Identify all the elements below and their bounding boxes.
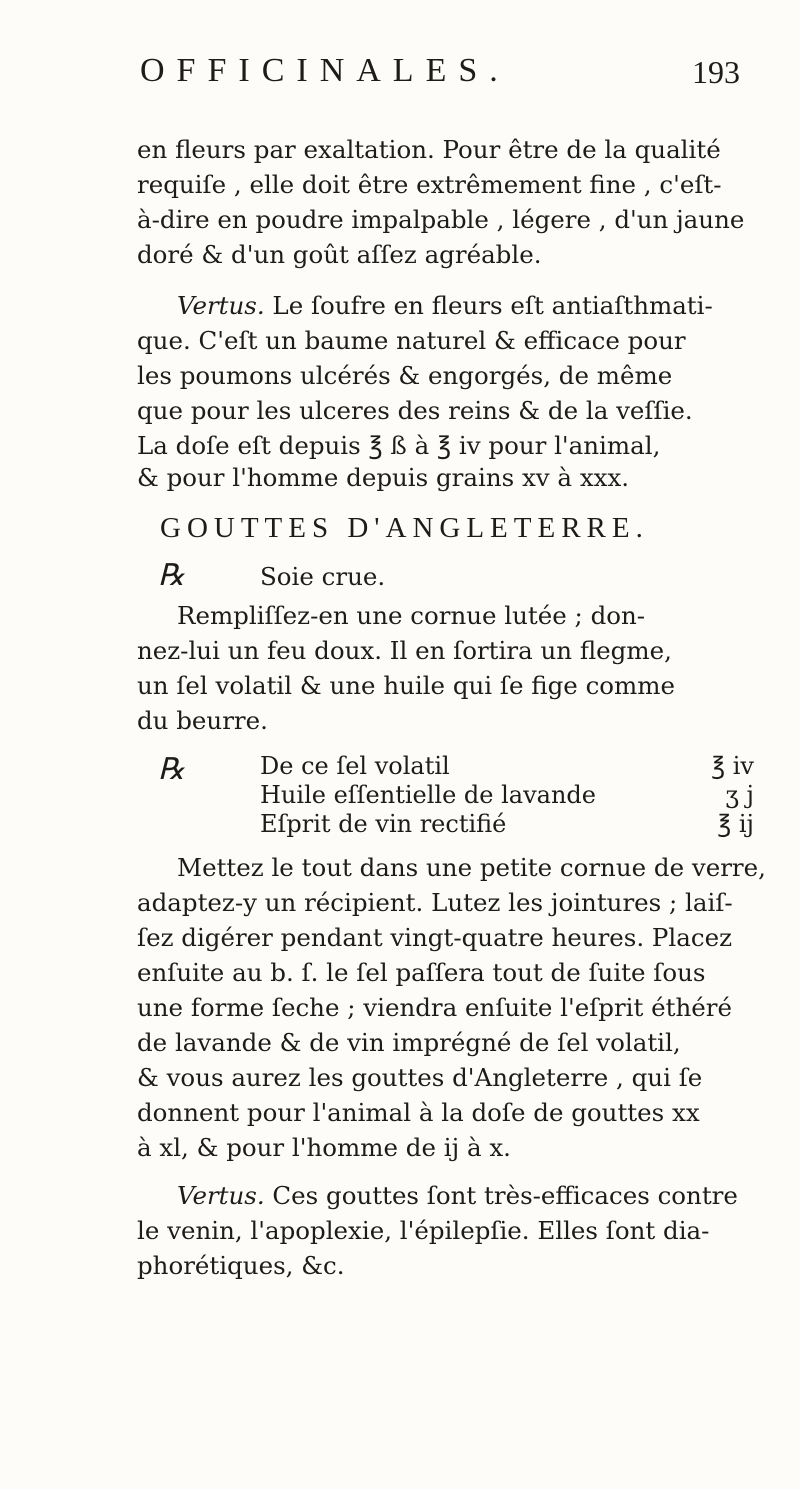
text-line: adaptez-y un récipient. Lutez les jointures ; laiſ- [137, 888, 733, 917]
vertus-label: Vertus. [177, 1181, 265, 1210]
text-line: de lavande & de vin imprégné de ſel volatil, [137, 1028, 681, 1057]
text-line: une forme ſeche ; viendra enſuite l'eſprit éthéré [137, 993, 732, 1022]
text-line: ſez digérer pendant vingt-quatre heures. Placez [137, 923, 732, 952]
text-line: à xl, & pour l'homme de ij à x. [137, 1133, 511, 1162]
recipe-item: Soie crue. [260, 562, 386, 591]
text-line: en fleurs par exaltation. Pour être de la qualité [137, 135, 721, 164]
text-span: Ces gouttes ſont très-efficaces contre [264, 1181, 738, 1210]
text-span: Le ſoufre en fleurs eſt antiaſthmati- [264, 291, 713, 320]
recipe-symbol: ℞ [158, 559, 185, 592]
section-heading: GOUTTES D'ANGLETERRE. [160, 512, 649, 544]
text-line: nez-lui un feu doux. Il en ſortira un flegme, [137, 636, 672, 665]
text-line: phorétiques, &c. [137, 1251, 345, 1280]
ingredient-quantity: ℥ iv [711, 752, 754, 780]
text-line: que pour les ulceres des reins & de la veſſie. [137, 396, 693, 425]
ingredient-quantity: ℥ ij [717, 810, 754, 838]
text-line: requiſe , elle doit être extrêmement fine , c'eſt- [137, 170, 722, 199]
text-line: & pour l'homme depuis grains xv à xxx. [137, 463, 630, 492]
ingredient-row [260, 752, 754, 781]
text-line: les poumons ulcérés & engorgés, de même [137, 361, 673, 390]
ingredient-row [260, 781, 754, 810]
ingredient-name: Eſprit de vin rectifié [260, 810, 507, 838]
ingredient-name: Huile eſſentielle de lavande [260, 781, 596, 809]
recipe-symbol: ℞ [158, 753, 185, 786]
text-line: enſuite au b. ſ. le ſel paſſera tout de ſuite ſous [137, 958, 706, 987]
text-line [137, 288, 777, 323]
text-line: & vous aurez les gouttes d'Angleterre , qui ſe [137, 1063, 703, 1092]
text-line: le venin, l'apoplexie, l'épilepſie. Elles ſont dia- [137, 1216, 710, 1245]
page-header [140, 52, 740, 96]
text-line [137, 1178, 777, 1213]
text-line: doré & d'un goût aſſez agréable. [137, 240, 542, 269]
text-line: Mettez le tout dans une petite cornue de verre, [177, 853, 766, 882]
page-number: 193 [692, 54, 740, 90]
running-title: OFFICINALES. [140, 52, 510, 89]
ingredient-quantity: ʒ j [725, 781, 754, 809]
text-line: La doſe eſt depuis ℥ ß à ℥ iv pour l'animal, [137, 431, 661, 460]
text-line: que. C'eſt un baume naturel & efficace pour [137, 326, 686, 355]
ingredient-name: De ce ſel volatil [260, 752, 450, 780]
text-line: à-dire en poudre impalpable , légere , d'un jaune [137, 205, 745, 234]
ingredient-list [260, 752, 754, 839]
text-line: du beurre. [137, 706, 268, 735]
ingredient-row [260, 810, 754, 839]
text-line: Rempliſſez-en une cornue lutée ; don- [177, 601, 646, 630]
text-line: un ſel volatil & une huile qui ſe fige comme [137, 671, 676, 700]
text-line: donnent pour l'animal à la doſe de gouttes xx [137, 1098, 700, 1127]
vertus-label: Vertus. [177, 291, 265, 320]
